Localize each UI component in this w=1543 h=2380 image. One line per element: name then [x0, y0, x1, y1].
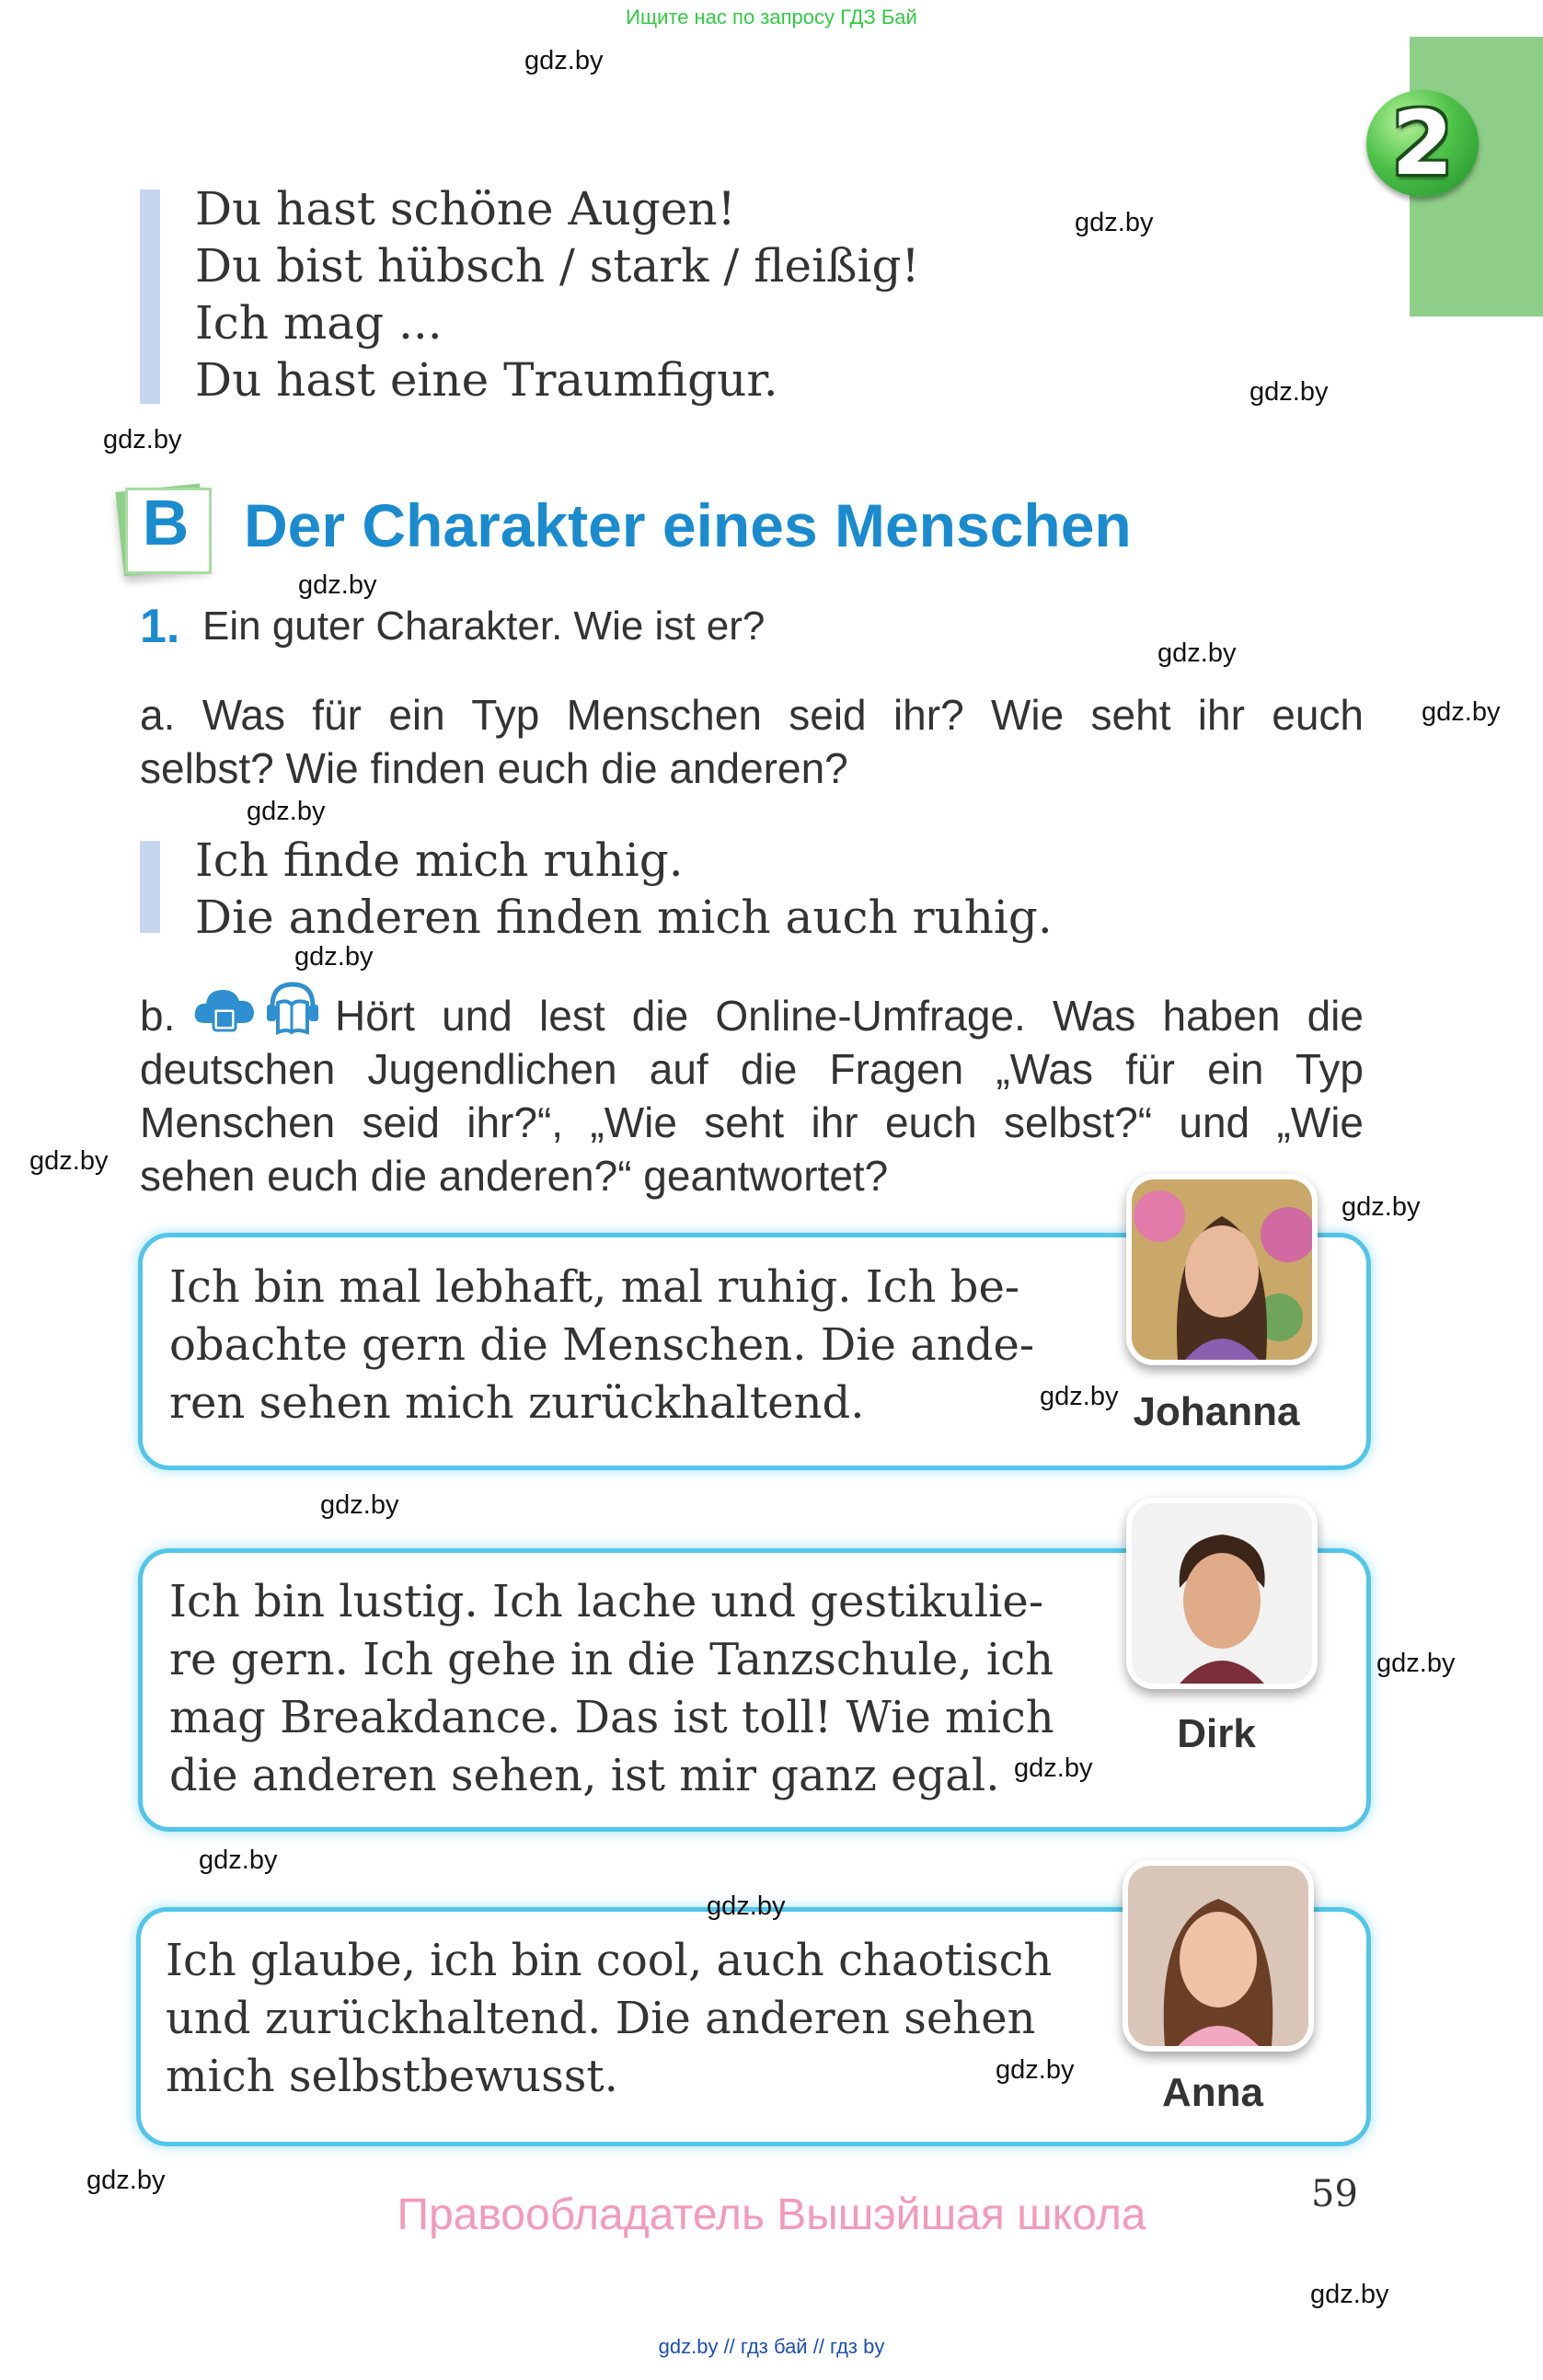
page-number: 59 [1311, 2173, 1358, 2215]
task-a-line: selbst? Wie finden euch die anderen? [140, 744, 848, 792]
watermark: gdz.by [1075, 208, 1154, 237]
answer-line: ren sehen mich zurückhaltend. [169, 1377, 865, 1429]
watermark: gdz.by [1376, 1649, 1456, 1678]
answer-line: Ich bin mal lebhaft, mal ruhig. Ich be- [169, 1261, 1020, 1313]
bottom-links[interactable]: gdz.by // гдз бай // гдз by [658, 2335, 885, 2358]
watermark: gdz.by [86, 2166, 166, 2195]
answer-line: Ich glaube, ich bin cool, auch chaotisch [166, 1935, 1053, 1986]
chapter-number: 2 [1391, 92, 1454, 195]
example-line: Ich finde mich ruhig. [195, 834, 684, 887]
watermark: gdz.by [1249, 377, 1329, 407]
task-a-line: a. Was für ein Typ Menschen seid ihr? Wie seht ihr euch [140, 691, 1364, 739]
task-b-line: sehen euch die anderen?“ geantwortet? [140, 1152, 889, 1200]
copyright-notice: Правообладатель Вышэйшая школа [397, 2190, 1146, 2239]
task-b-line: deutschen Jugendlichen auf die Fragen „Was für ein Typ [140, 1045, 1364, 1093]
compliment-line: Du hast eine Traumfigur. [195, 353, 778, 407]
task-b-line: Menschen seid ihr?“, „Wie seht ihr euch selbst?“ und „Wie [140, 1098, 1364, 1146]
watermark: gdz.by [1040, 1382, 1119, 1411]
example-line: Die anderen finden mich auch ruhig. [195, 891, 1053, 944]
chapter-badge [1366, 90, 1479, 197]
watermark: gdz.by [524, 46, 604, 75]
watermark: gdz.by [707, 1891, 786, 1921]
answer-line: mag Breakdance. Das ist toll! Wie mich [169, 1692, 1054, 1743]
quote-bar [140, 190, 160, 404]
answer-line: re gern. Ich gehe in die Tanzschule, ich [169, 1634, 1054, 1685]
watermark: gdz.by [320, 1490, 399, 1520]
watermark: gdz.by [1341, 1192, 1421, 1222]
task-b-label: b. [140, 992, 176, 1040]
name-johanna: Johanna [1133, 1389, 1300, 1434]
photo-anna [1123, 1860, 1314, 2052]
watermark: gdz.by [1014, 1753, 1093, 1783]
answer-line: mich selbstbewusst. [166, 2051, 618, 2102]
watermark: gdz.by [294, 942, 374, 972]
section-title: Der Charakter eines Menschen [244, 491, 1132, 559]
watermark: gdz.by [29, 1146, 109, 1176]
name-dirk: Dirk [1177, 1711, 1256, 1756]
task-b-line: Hört und lest die Online-Umfrage. Was haben die [335, 992, 1364, 1040]
quote-bar [140, 841, 160, 933]
photo-dirk [1126, 1498, 1318, 1689]
answer-line: obachte gern die Menschen. Die ande- [169, 1319, 1035, 1371]
watermark: gdz.by [199, 1845, 278, 1875]
exercise-title: Ein guter Charakter. Wie ist er? [202, 604, 766, 649]
answer-line: Ich bin lustig. Ich lache und gestikulie- [169, 1576, 1044, 1627]
exercise-number: 1. [140, 600, 180, 653]
name-anna: Anna [1162, 2070, 1263, 2115]
watermark: gdz.by [1422, 697, 1501, 727]
answer-line: die anderen sehen, ist mir ganz egal. [169, 1750, 1000, 1801]
watermark: gdz.by [1157, 638, 1237, 668]
book-headphones-icon[interactable] [259, 979, 324, 1038]
watermark: gdz.by [247, 797, 326, 826]
compliment-line: Du hast schöne Augen! [195, 182, 736, 236]
section-letter: B [142, 487, 190, 558]
cloud-audio-icon[interactable] [191, 981, 258, 1038]
watermark: gdz.by [103, 425, 182, 454]
answer-line: und zurückhaltend. Die anderen sehen [166, 1993, 1036, 2044]
watermark: gdz.by [1310, 2280, 1389, 2309]
photo-johanna [1126, 1174, 1318, 1365]
watermark: gdz.by [298, 570, 377, 600]
top-banner: Ищите нас по запросу ГДЗ Бай [626, 6, 917, 29]
watermark: gdz.by [996, 2055, 1075, 2085]
compliment-line: Du bist hübsch / stark / fleißig! [195, 239, 920, 293]
compliment-line: Ich mag ... [195, 296, 443, 350]
